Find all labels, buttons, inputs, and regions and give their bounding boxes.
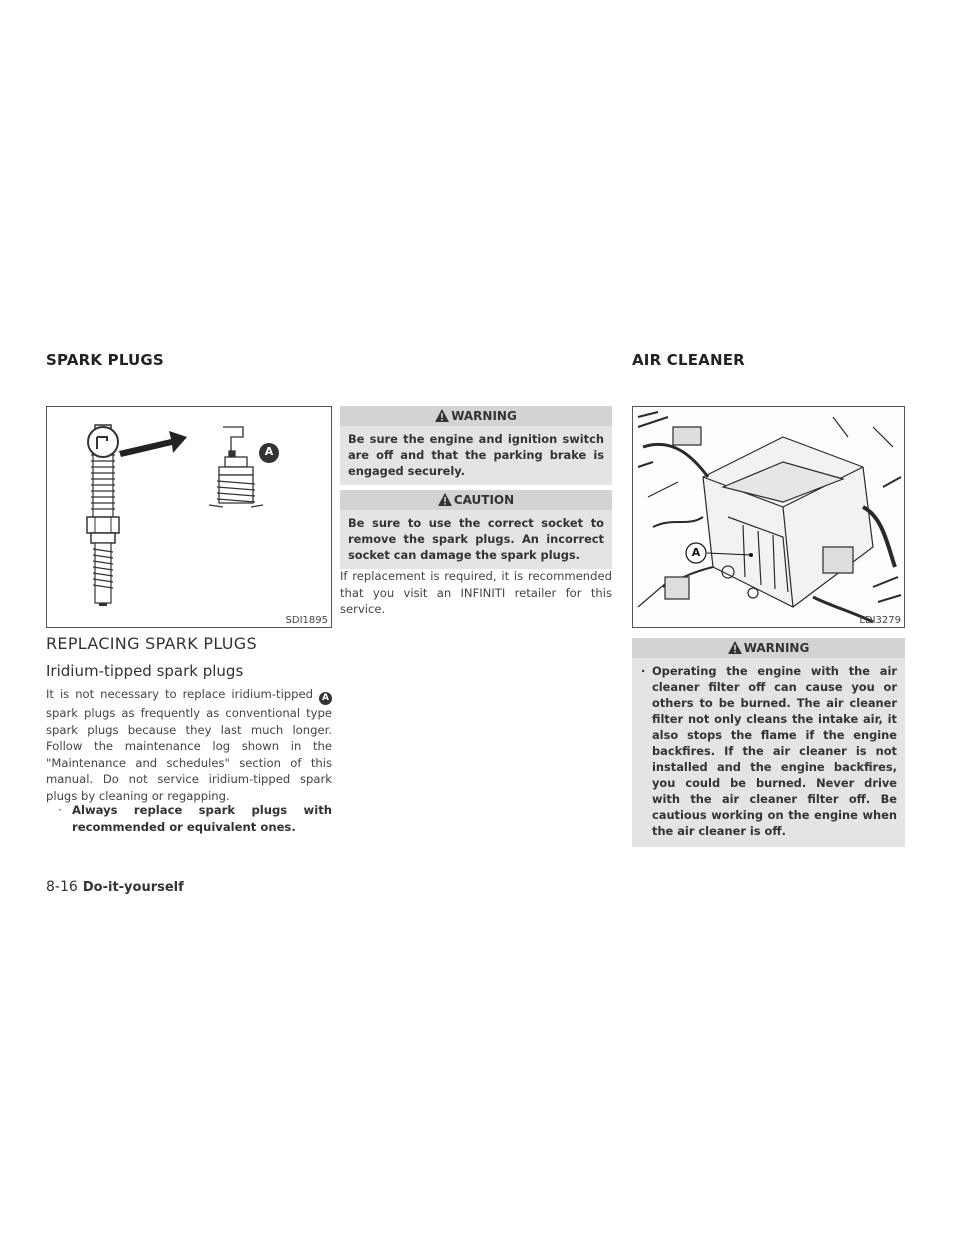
paragraph-rest: spark plugs as frequently as conventional type spark plugs because they last much longer. Follow the maintenance log shown in the "Maintenance and schedules" section of this manual. Do not service iridium-tipped spark plugs by cleaning or regapping. [46, 706, 332, 803]
spark-plug-bullet [58, 802, 332, 835]
page-footer [46, 876, 184, 895]
figure-code: LDI3279 [859, 615, 901, 626]
bullet-text: Always replace spark plugs with recommended or equivalent ones. [72, 803, 332, 834]
air-cleaner-illustration [633, 407, 904, 627]
warning-header [632, 638, 905, 658]
air-cleaner-figure [632, 406, 905, 628]
footer-section: Do-it-yourself [82, 880, 184, 895]
caution-box-socket [340, 490, 612, 569]
warning-body [632, 658, 905, 847]
warning-box-air-cleaner [632, 638, 905, 847]
callout-a-marker: A [319, 692, 332, 705]
warning-title: WARNING [451, 409, 517, 423]
page-number: 8-16 [46, 879, 78, 895]
paragraph-start: It is not necessary to replace iridium-tipped [46, 687, 314, 701]
section-heading-air-cleaner: AIR CLEANER [632, 351, 745, 369]
figure-callout-a: A [691, 546, 701, 559]
bullet-mark: · [58, 803, 62, 817]
warning-text: Be sure the engine and ignition switch are off and that the parking brake is engaged securely. [340, 426, 612, 485]
warning-box-engine-off [340, 406, 612, 485]
iridium-paragraph [46, 686, 332, 804]
replacement-paragraph: If replacement is required, it is recommended that you visit an INFINITI retailer for this service. [340, 569, 612, 616]
warning-triangle-icon [435, 409, 449, 422]
iridium-subheading: Iridium-tipped spark plugs [46, 662, 244, 680]
warning-title: WARNING [743, 641, 810, 655]
figure-callout-a: A [264, 445, 274, 458]
warning-text: Operating the engine with the air cleaner filter off can cause you or others to be burned. The air cleaner filter not only cleans the intake air, it also stops the flame if the engine backfires. If the air cleaner is not installed and the engine backfires, you could be burned. Never drive with the air cleaner filter off. Be cautious working on the engine when the air cleaner is off. [652, 664, 897, 838]
caution-header [340, 490, 612, 510]
spark-plug-figure [46, 406, 332, 628]
section-heading-spark-plugs: SPARK PLUGS [46, 351, 164, 369]
warning-header [340, 406, 612, 426]
spark-plug-illustration [47, 407, 331, 627]
figure-code: SDI1895 [285, 615, 328, 626]
replacing-spark-plugs-heading: REPLACING SPARK PLUGS [46, 634, 257, 653]
bullet-mark: · [641, 664, 646, 678]
caution-triangle-icon [438, 493, 452, 506]
warning-triangle-icon [728, 641, 742, 654]
caution-title: CAUTION [453, 493, 515, 507]
caution-text: Be sure to use the correct socket to remove the spark plugs. An incorrect socket can damage the spark plugs. [340, 510, 612, 569]
